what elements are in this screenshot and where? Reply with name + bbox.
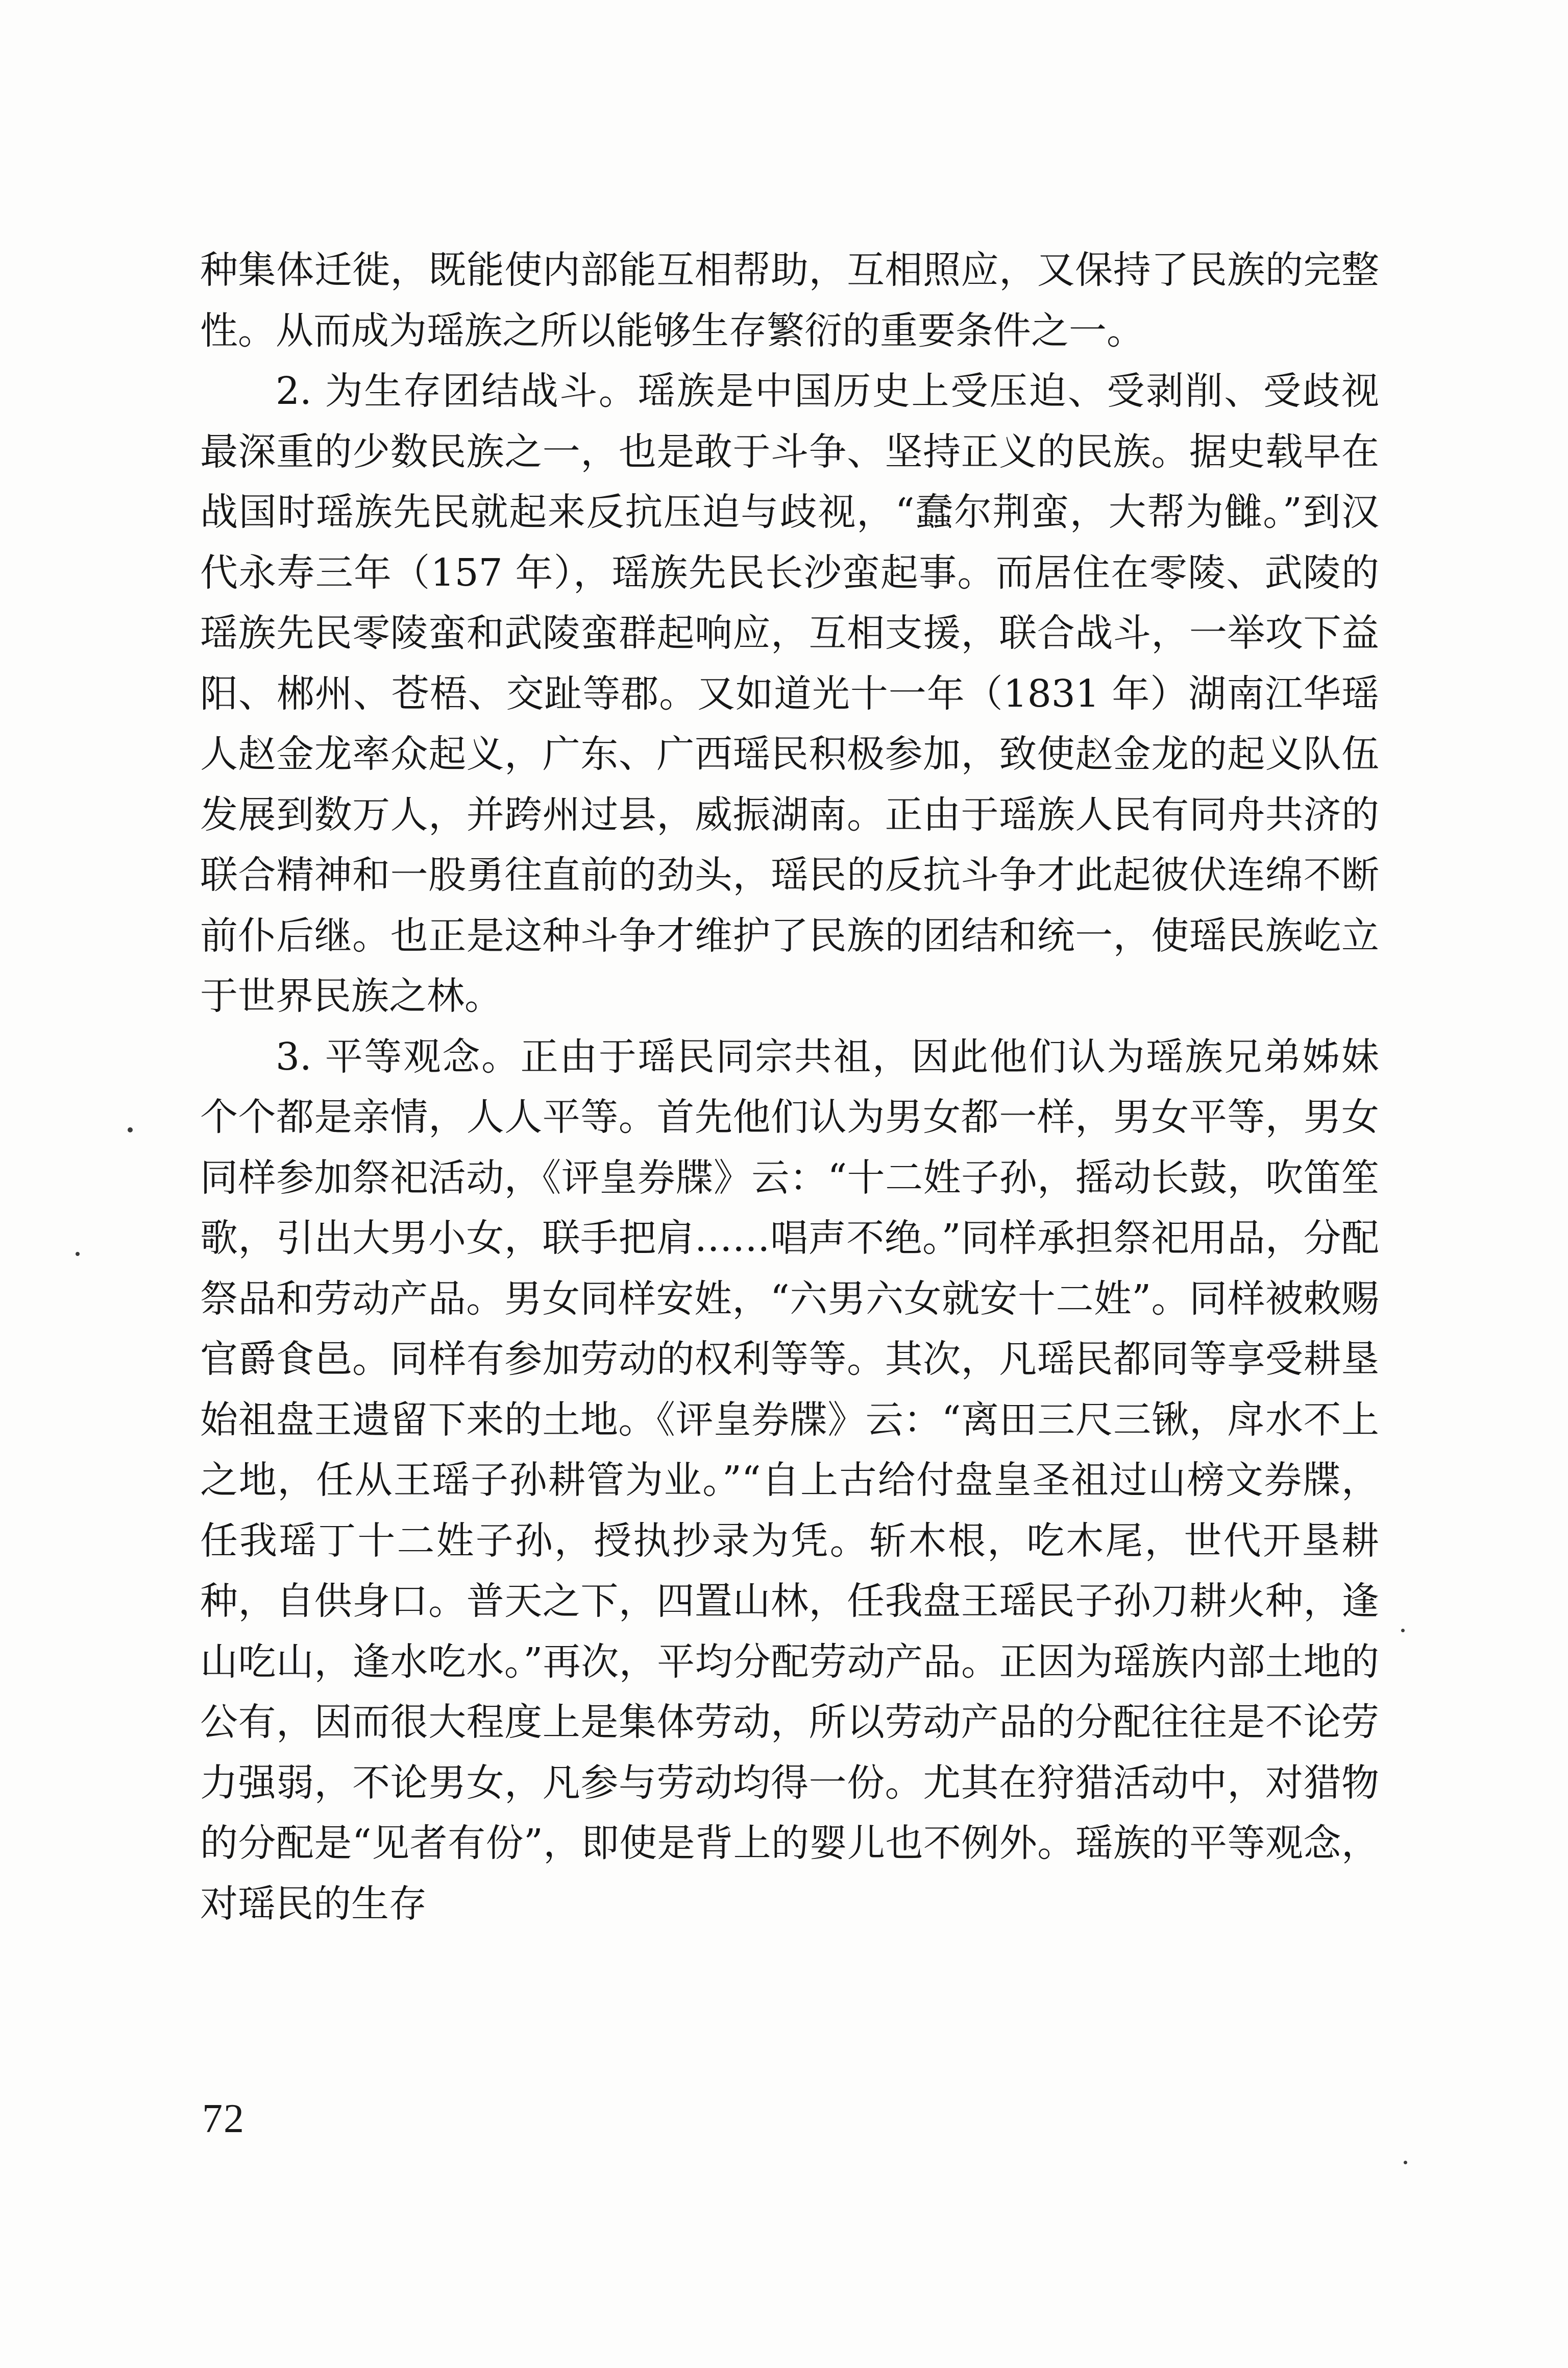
scan-speck <box>76 1252 80 1256</box>
paragraph-section-2: 2. 为生存团结战斗。瑶族是中国历史上受压迫、受剥削、受歧视最深重的少数民族之一，也是敢于斗争、坚持正义的民族。据史载早在战国时瑶族先民就起来反抗压迫与歧视，“蠢尔荆蛮，大帮为雠。”到汉代永寿三年（157 年），瑶族先民长沙蛮起事。而居住在零陵、武陵的瑶族先民零陵蛮和武陵蛮群起响应，互相支援，联合战斗，一举攻下益阳、郴州、苍梧、交趾等郡。又如道光十一年（1831 年）湖南江华瑶人赵金龙率众起义，广东、广西瑶民积极参加，致使赵金龙的起义队伍发展到数万人，并跨州过县，威振湖南。正由于瑶族人民有同舟共济的联合精神和一股勇往直前的劲头，瑶民的反抗斗争才此起彼伏连绵不断前仆后继。也正是这种斗争才维护了民族的团结和统一，使瑶民族屹立于世界民族之林。 <box>200 369 1379 1018</box>
body-text <box>200 240 1379 1934</box>
page-number: 72 <box>202 2096 245 2141</box>
paragraph-section-3: 3. 平等观念。正由于瑶民同宗共祖，因此他们认为瑶族兄弟姊妹个个都是亲情，人人平等。首先他们认为男女都一样，男女平等，男女同样参加祭祀活动，《评皇券牒》云：“十二姓子孙，摇动长鼓，吹笛笙歌，引出大男小女，联手把肩……唱声不绝。”同样承担祭祀用品，分配祭品和劳动产品。男女同样安姓，“六男六女就安十二姓”。同样被敕赐官爵食邑。同样有参加劳动的权利等等。其次，凡瑶民都同等享受耕垦始祖盘王遗留下来的土地。《评皇券牒》云：“离田三尺三锹，戽水不上之地，任从王瑶子孙耕管为业。”“自上古给付盘皇圣祖过山榜文券牒，任我瑶丁十二姓子孙，授执抄录为凭。斩木根，吃木尾，世代开垦耕种，自供身口。普天之下，四置山林，任我盘王瑶民子孙刀耕火种，逢山吃山，逢水吃水。”再次，平均分配劳动产品。正因为瑶族内部土地的公有，因而很大程度上是集体劳动，所以劳动产品的分配往往是不论劳力强弱，不论男女，凡参与劳动均得一份。尤其在狩猎活动中，对猎物的分配是“见者有份”，即使是背上的婴儿也不例外。瑶族的平等观念，对瑶民的生存 <box>200 1034 1379 1926</box>
scan-speck <box>128 1127 133 1132</box>
scan-speck <box>1401 1629 1405 1632</box>
scan-speck <box>1404 2161 1407 2164</box>
paragraph-continued: 种集体迁徙，既能使内部能互相帮助，互相照应，又保持了民族的完整性。从而成为瑶族之所以能够生存繁衍的重要条件之一。 <box>200 248 1379 353</box>
